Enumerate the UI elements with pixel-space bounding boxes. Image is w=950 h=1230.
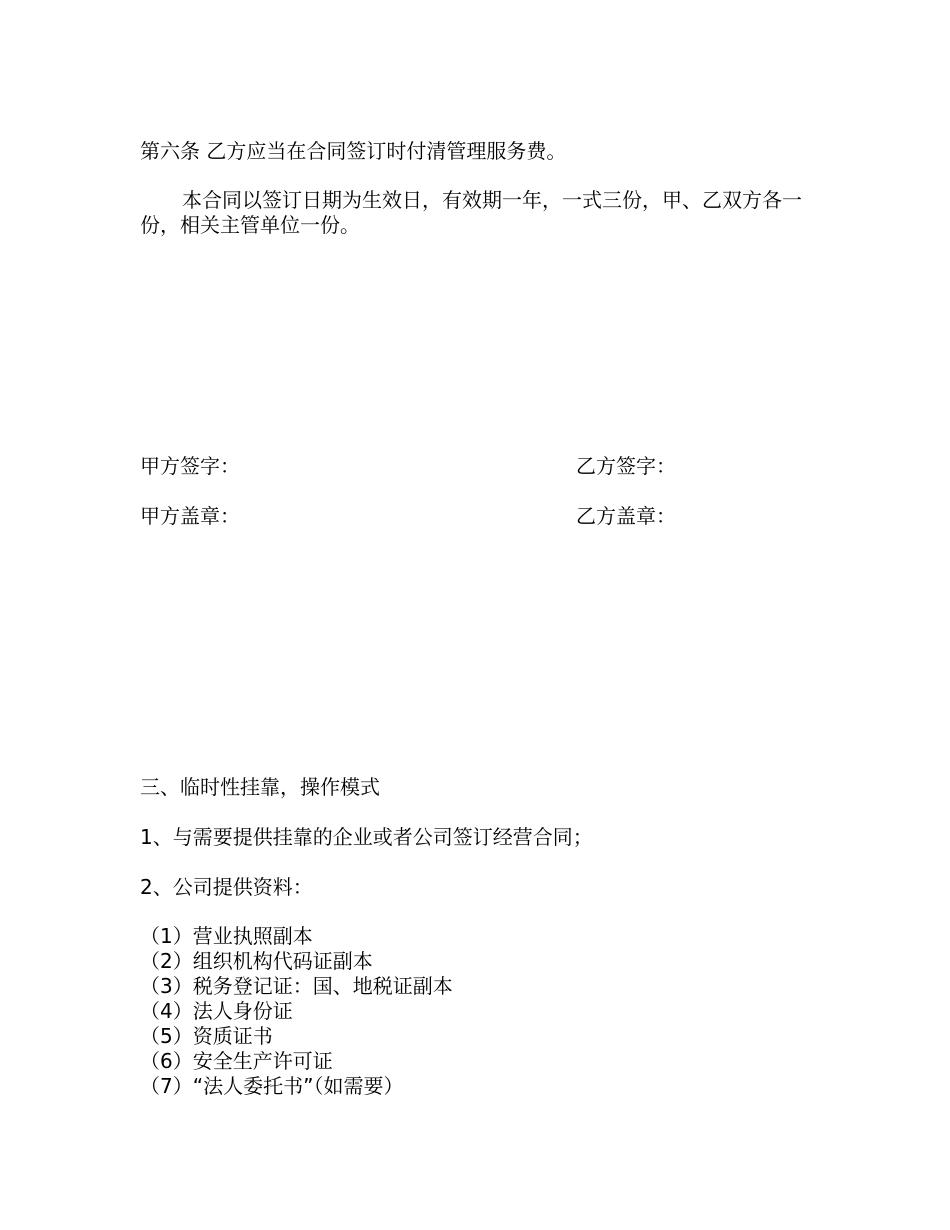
- materials-list-item: （5）资质证书: [140, 1024, 273, 1048]
- step-1: 1、与需要提供挂靠的企业或者公司签订经营合同；: [140, 825, 593, 849]
- article-6-clause: 第六条 乙方应当在合同签订时付清管理服务费。: [140, 139, 567, 163]
- materials-list-item: （1）营业执照副本: [140, 924, 313, 948]
- step-2: 2、公司提供资料：: [140, 875, 313, 899]
- materials-list-item: （6）安全生产许可证: [140, 1049, 333, 1073]
- party-a-seal-label: 甲方盖章：: [140, 504, 240, 528]
- materials-list-item: （4）法人身份证: [140, 999, 293, 1023]
- party-b-signature-label: 乙方签字：: [576, 454, 676, 478]
- materials-list: [140, 924, 453, 1099]
- section-3-heading: 三、临时性挂靠，操作模式: [140, 775, 380, 799]
- party-a-signature-label: 甲方签字：: [140, 454, 240, 478]
- validity-clause-text: 本合同以签订日期为生效日，有效期一年，一式三份，甲、乙双方各一份，相关主管单位一份。: [140, 188, 802, 237]
- materials-list-item: （7）“法人委托书”（如需要）: [140, 1074, 404, 1098]
- validity-clause: [140, 188, 810, 238]
- materials-list-item: （2）组织机构代码证副本: [140, 949, 373, 973]
- party-b-seal-label: 乙方盖章：: [576, 504, 676, 528]
- materials-list-item: （3）税务登记证：国、地税证副本: [140, 974, 453, 998]
